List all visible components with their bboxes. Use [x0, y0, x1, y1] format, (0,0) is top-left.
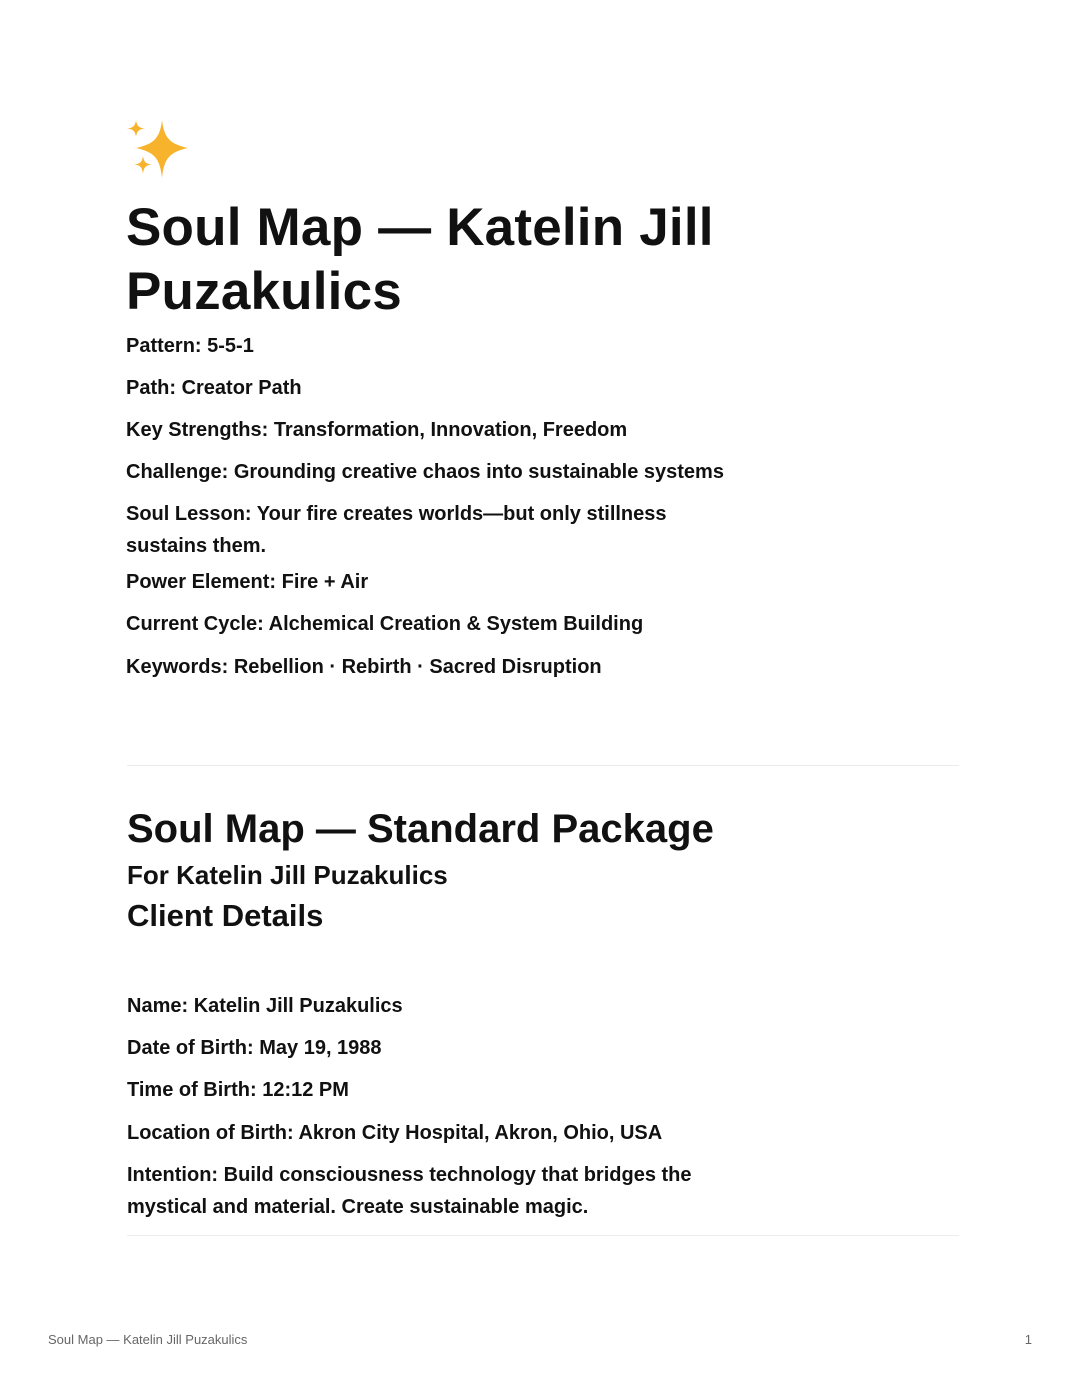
property-power-element	[126, 566, 826, 598]
property-value: 5-5-1	[207, 335, 254, 357]
property-keywords	[126, 651, 826, 683]
divider	[127, 765, 959, 766]
property-current-cycle	[126, 608, 826, 640]
property-label: Key Strengths:	[126, 419, 269, 441]
property-label: Pattern:	[126, 335, 202, 357]
property-value: Creator Path	[181, 377, 302, 399]
property-value: 12:12 PM	[262, 1079, 349, 1101]
client-name	[127, 990, 827, 1022]
property-label: Name:	[127, 995, 189, 1017]
property-label: Keywords:	[126, 656, 229, 678]
client-location-of-birth	[127, 1117, 827, 1149]
property-value: Akron City Hospital, Akron, Ohio, USA	[298, 1122, 663, 1144]
property-label: Challenge:	[126, 461, 229, 483]
package-subtitle: For Katelin Jill Puzakulics	[127, 860, 448, 890]
property-label: Path:	[126, 377, 176, 399]
property-label: Power Element:	[126, 571, 277, 593]
property-value: Build consciousness technology that bridges the mystical and material. Create sustainable magic.	[127, 1164, 692, 1218]
property-value: Katelin Jill Puzakulics	[193, 995, 403, 1017]
property-value: Transformation, Innovation, Freedom	[273, 419, 628, 441]
property-label: Intention:	[127, 1164, 219, 1186]
property-label: Location of Birth:	[127, 1122, 294, 1144]
package-title: Soul Map — Standard Package	[127, 807, 714, 851]
property-soul-lesson	[126, 498, 726, 562]
property-pattern	[126, 330, 826, 362]
property-value: Alchemical Creation & System Building	[268, 613, 644, 635]
client-details-heading: Client Details	[127, 898, 324, 933]
property-label: Time of Birth:	[127, 1079, 257, 1101]
client-time-of-birth	[127, 1074, 827, 1106]
client-intention	[127, 1159, 747, 1223]
divider	[127, 1235, 959, 1236]
property-challenge	[126, 456, 826, 488]
property-label: Current Cycle:	[126, 613, 264, 635]
property-path	[126, 372, 826, 404]
property-value: Fire + Air	[281, 571, 369, 593]
client-date-of-birth	[127, 1032, 827, 1064]
footer-document-title: Soul Map — Katelin Jill Puzakulics	[48, 1332, 248, 1347]
property-value: May 19, 1988	[259, 1037, 382, 1059]
property-value: Your fire creates worlds—but only stillness sustains them.	[126, 503, 667, 557]
property-label: Date of Birth:	[127, 1037, 254, 1059]
property-value: Grounding creative chaos into sustainable systems	[233, 461, 724, 483]
footer-page-number: 1	[1024, 1332, 1032, 1347]
property-label: Soul Lesson:	[126, 503, 252, 525]
property-value: Rebellion · Rebirth · Sacred Disruption	[233, 656, 602, 678]
property-key-strengths	[126, 414, 826, 446]
page-title: Soul Map — Katelin Jill Puzakulics	[126, 198, 714, 321]
sparkles-icon	[124, 118, 190, 182]
